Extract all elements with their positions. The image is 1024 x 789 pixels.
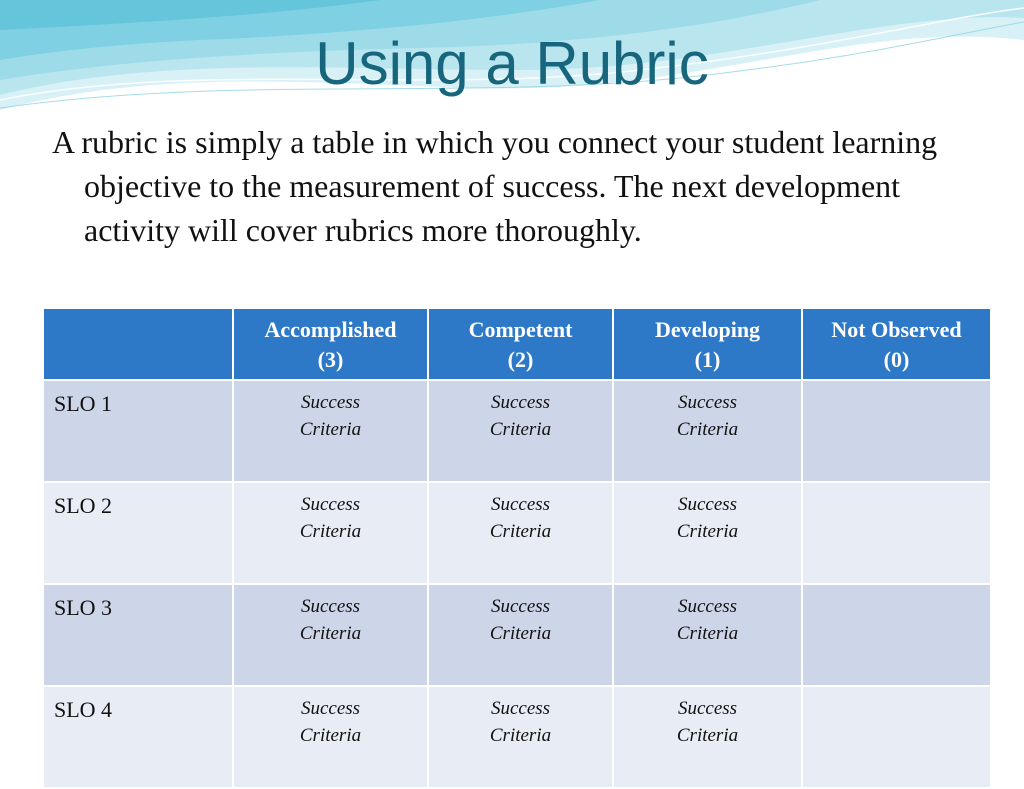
criteria-cell-empty (802, 584, 991, 686)
header-cell-accomplished: Accomplished (3) (233, 308, 428, 380)
criteria-cell-empty (802, 686, 991, 788)
criteria-cell: Success Criteria (233, 380, 428, 482)
criteria-cell: Success Criteria (613, 482, 802, 584)
row-label: SLO 4 (43, 686, 233, 788)
criteria-cell: Success Criteria (233, 482, 428, 584)
criteria-cell: Success Criteria (428, 584, 613, 686)
criteria-cell: Success Criteria (233, 686, 428, 788)
header-cell-not-observed: Not Observed (0) (802, 308, 991, 380)
criteria-cell: Success Criteria (428, 686, 613, 788)
rubric-table (42, 307, 992, 789)
criteria-cell: Success Criteria (613, 584, 802, 686)
header-cell-competent: Competent (2) (428, 308, 613, 380)
slide-body-text: A rubric is simply a table in which you connect your student learning objective to the measurement of success. The next development activity will cover rubrics more thoroughly. (52, 124, 938, 248)
criteria-cell-empty (802, 482, 991, 584)
criteria-cell: Success Criteria (428, 482, 613, 584)
table-row-slo-2 (43, 482, 991, 584)
row-label: SLO 1 (43, 380, 233, 482)
criteria-cell: Success Criteria (428, 380, 613, 482)
table-row-slo-4 (43, 686, 991, 788)
table-row-slo-3 (43, 584, 991, 686)
slide-title: Using a Rubric (315, 30, 709, 97)
criteria-cell: Success Criteria (233, 584, 428, 686)
row-label: SLO 3 (43, 584, 233, 686)
header-cell-developing: Developing (1) (613, 308, 802, 380)
row-label: SLO 2 (43, 482, 233, 584)
table-row-slo-1 (43, 380, 991, 482)
criteria-cell-empty (802, 380, 991, 482)
header-cell-empty (43, 308, 233, 380)
rubric-header-row (43, 308, 991, 380)
criteria-cell: Success Criteria (613, 686, 802, 788)
criteria-cell: Success Criteria (613, 380, 802, 482)
